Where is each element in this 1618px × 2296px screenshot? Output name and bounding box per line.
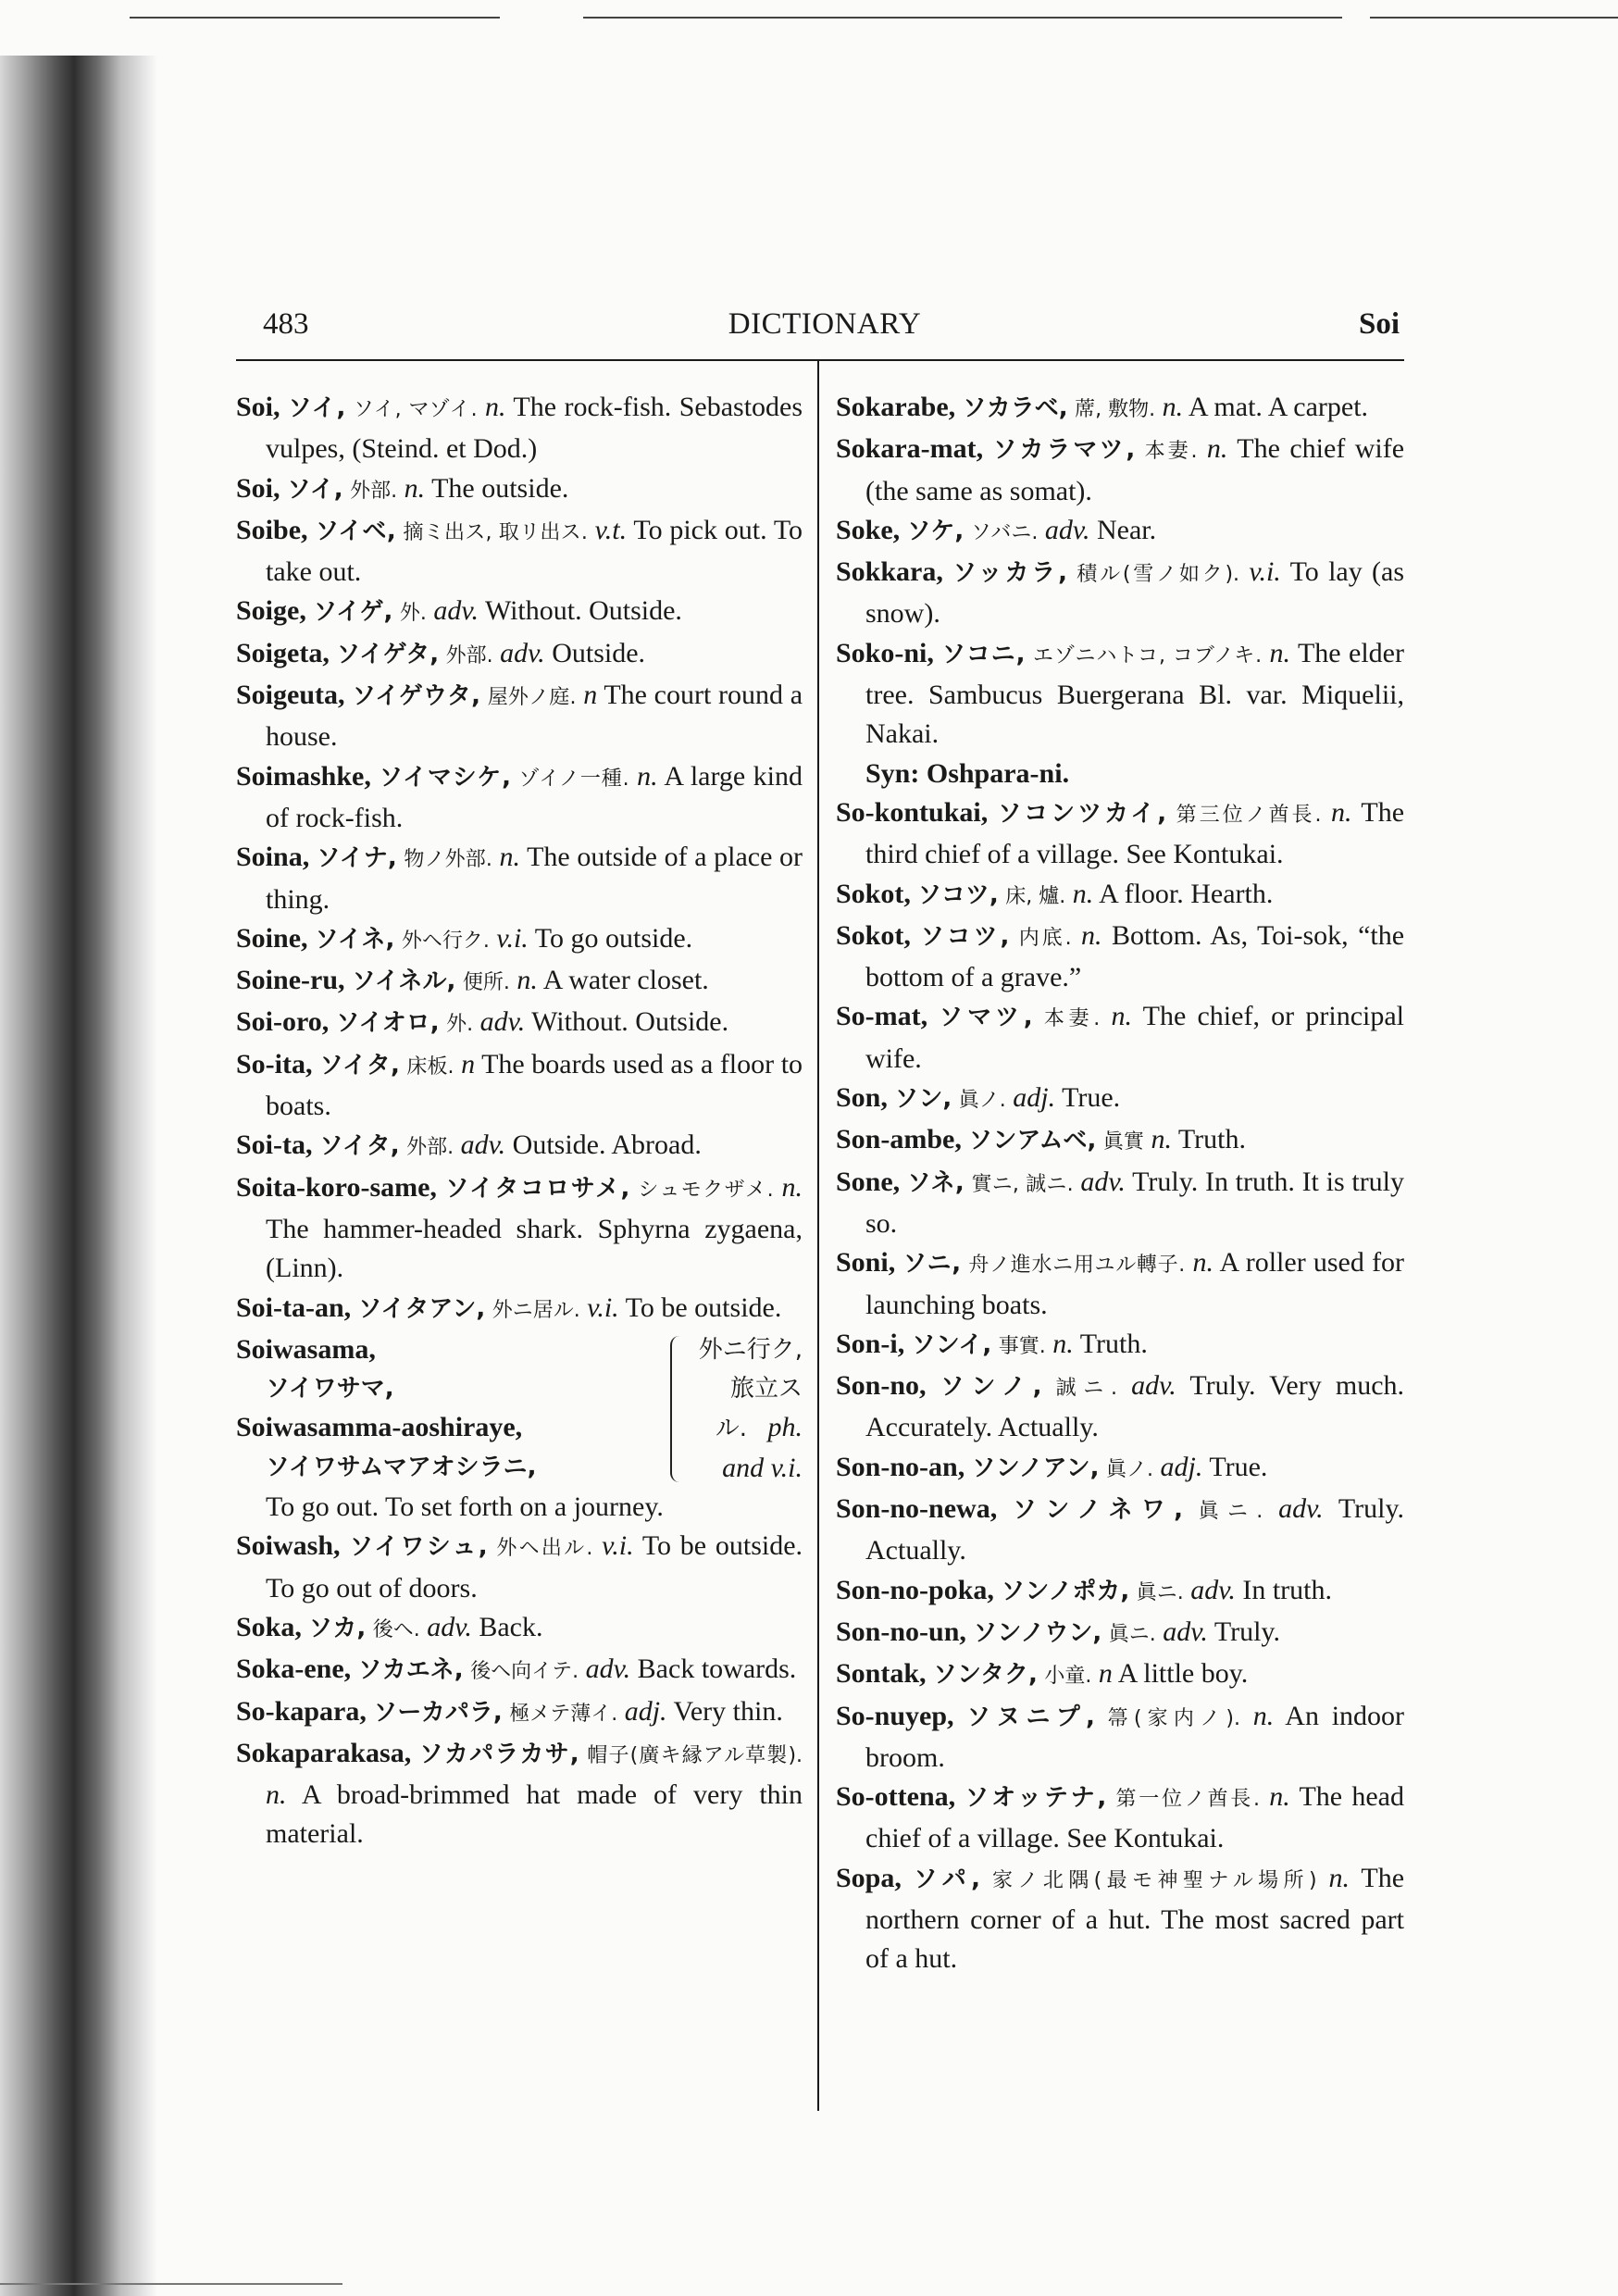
entry-part-of-speech: n.	[1151, 1124, 1172, 1155]
entry-katakana: ソネ,	[906, 1168, 965, 1197]
compound-definition: To go out. To set forth on a journey.	[266, 1491, 664, 1523]
dictionary-entry	[236, 1126, 803, 1167]
entry-part-of-speech: adv.	[433, 595, 479, 627]
entry-japanese-gloss: ソイ, マゾイ.	[353, 398, 478, 421]
entry-katakana: ソンイ,	[911, 1330, 992, 1359]
entry-definition: Outside. Abroad.	[512, 1129, 702, 1161]
entry-headword: Soi-ta-an,	[236, 1292, 352, 1323]
dictionary-entry	[836, 1859, 1404, 1979]
entry-definition: The chief wife (the same as somat).	[865, 433, 1405, 506]
scan-top-rule-2	[583, 17, 1342, 19]
dictionary-entry	[836, 1448, 1404, 1490]
entry-katakana: ソカラマツ,	[992, 436, 1136, 465]
dictionary-entry	[236, 388, 803, 469]
entry-headword: Sokot,	[836, 878, 911, 909]
left-entries-a	[236, 388, 803, 1330]
dictionary-entry	[236, 961, 803, 1003]
entry-part-of-speech: adv.	[585, 1653, 631, 1685]
entry-part-of-speech: n.	[485, 392, 506, 422]
entry-definition: Truly. In truth. It is truly so.	[865, 1166, 1405, 1239]
dictionary-entry	[836, 1120, 1404, 1162]
entry-definition: The chief, or principal wife.	[865, 1001, 1404, 1074]
entry-headword: Son-ambe,	[836, 1124, 962, 1155]
entry-part-of-speech: n.	[1111, 1001, 1132, 1032]
entry-part-of-speech: n	[1098, 1658, 1113, 1690]
entry-katakana: ソイマシケ,	[379, 763, 512, 792]
entry-japanese-gloss: 眞ニ.	[1136, 1580, 1184, 1604]
entry-definition: A roller used for launching boats.	[865, 1247, 1405, 1320]
entry-definition: Without. Outside.	[484, 595, 682, 627]
dictionary-entry	[836, 553, 1404, 634]
dictionary-entry	[836, 1778, 1404, 1859]
dictionary-entry	[236, 1045, 803, 1127]
entry-headword: So-ita,	[236, 1048, 313, 1079]
entry-katakana: ソヌニプ,	[966, 1703, 1095, 1731]
entry-headword: Sokara-mat,	[836, 433, 984, 465]
entry-katakana: ソイネ,	[315, 925, 395, 954]
entry-katakana: ソカエネ,	[357, 1656, 464, 1685]
entry-headword: Soine-ru,	[236, 965, 345, 996]
entry-katakana: ソコツ,	[917, 880, 999, 909]
entry-katakana: ソカパラカサ,	[418, 1740, 579, 1768]
entry-part-of-speech: v.i.	[587, 1292, 619, 1323]
entry-japanese-gloss: 小童.	[1044, 1665, 1092, 1689]
dictionary-entry	[236, 634, 803, 676]
entry-japanese-gloss: 實ニ, 誠ニ.	[971, 1172, 1074, 1196]
dictionary-entry	[836, 1366, 1404, 1448]
entry-japanese-gloss: 屋外ノ庭.	[487, 686, 577, 710]
entry-definition: Truly. Very much. Accurately. Actually.	[865, 1370, 1405, 1443]
entry-definition: To be outside.	[625, 1292, 782, 1323]
entry-japanese-gloss: 外ニ居ル.	[492, 1298, 580, 1322]
scan-top-rule-1	[130, 17, 500, 19]
entry-japanese-gloss: 外.	[399, 602, 427, 626]
entry-japanese-gloss: 外部.	[350, 479, 398, 503]
dictionary-entry	[236, 1168, 803, 1289]
entry-headword: Soi-ta,	[236, 1129, 313, 1161]
compound-gloss-3: ル.	[715, 1415, 747, 1443]
entry-definition: Outside.	[552, 637, 646, 668]
compound-pos-1	[683, 1408, 803, 1448]
entry-definition: The elder tree. Sambucus Buergerana Bl. var. Miquelii, Nakai.	[865, 637, 1404, 750]
entry-headword: So-nuyep,	[836, 1700, 954, 1731]
entry-part-of-speech: v.t.	[594, 514, 628, 545]
entry-japanese-gloss: 第一位ノ酋長.	[1115, 1788, 1260, 1812]
entry-definition: A water closet.	[542, 965, 709, 996]
dictionary-entry	[236, 676, 803, 757]
entry-part-of-speech: n.	[637, 760, 658, 792]
entry-katakana: ソコツ,	[920, 922, 1010, 951]
dictionary-entry	[236, 1608, 803, 1650]
entry-headword: Son-no-newa,	[836, 1493, 998, 1525]
entry-headword: Soimashke,	[236, 760, 371, 792]
entry-japanese-gloss: 外部.	[445, 643, 493, 668]
entry-katakana: ソカ,	[308, 1614, 367, 1642]
entry-japanese-gloss: 物ノ外部.	[404, 848, 492, 872]
page-header	[250, 298, 1400, 344]
entry-definition: The third chief of a village. See Kontukai.	[865, 796, 1405, 870]
entry-headword: Soi,	[236, 472, 280, 504]
entry-headword: So-kapara,	[236, 1695, 367, 1727]
entry-definition: The hammer-headed shark. Sphyrna zygaena, (Linn).	[266, 1213, 803, 1284]
dictionary-entry	[236, 511, 803, 593]
entry-japanese-gloss: 第三位ノ酋長.	[1176, 803, 1322, 827]
entry-katakana: ソイタ,	[319, 1132, 400, 1161]
entry-katakana: ソンタク,	[933, 1661, 1038, 1690]
entry-japanese-gloss: 蓆, 敷物.	[1075, 398, 1156, 421]
entry-part-of-speech: adj.	[1013, 1082, 1056, 1114]
dictionary-entry	[836, 1654, 1404, 1696]
entry-katakana: ソイナ,	[316, 844, 397, 873]
dictionary-entry	[236, 1650, 803, 1691]
entry-katakana: ソニ,	[902, 1250, 962, 1279]
entry-definition: True.	[1062, 1082, 1121, 1114]
compound-entry	[236, 1330, 803, 1488]
entry-katakana: ソイゲタ,	[336, 640, 440, 668]
entry-japanese-gloss: 眞實	[1102, 1130, 1144, 1154]
dictionary-entry	[836, 1490, 1404, 1571]
entry-part-of-speech: n.	[266, 1779, 287, 1811]
entry-katakana: ソイネル,	[352, 967, 456, 996]
entry-katakana: ソンノアン,	[971, 1454, 1100, 1482]
entry-katakana: ソンノ,	[940, 1373, 1042, 1402]
entry-japanese-gloss: 外ヘ行ク.	[401, 929, 490, 953]
dictionary-entry	[836, 1697, 1404, 1778]
page-number: 483	[263, 307, 309, 341]
entry-definition: The boards used as a floor to boats.	[266, 1048, 803, 1122]
entry-japanese-gloss: 眞ニ.	[1108, 1622, 1156, 1646]
entry-synonym: Syn: Oshpara-ni.	[865, 757, 1070, 789]
entry-headword: Soigeta,	[236, 637, 330, 668]
entry-part-of-speech: n.	[1162, 392, 1184, 422]
entry-headword: Son,	[836, 1082, 888, 1114]
entry-headword: So-ottena,	[836, 1781, 956, 1813]
dictionary-entry	[836, 1571, 1404, 1613]
left-column	[236, 388, 803, 1854]
entry-part-of-speech: n.	[1192, 1247, 1214, 1279]
entry-part-of-speech: n.	[517, 965, 538, 996]
entry-katakana: ソイタアン,	[357, 1294, 486, 1323]
entry-headword: Soko-ni,	[836, 637, 934, 668]
entry-definition: The head chief of a village. See Kontukai.	[865, 1781, 1404, 1854]
dictionary-entry	[236, 1527, 803, 1608]
entry-definition: The outside of a place or thing.	[266, 842, 803, 915]
entry-headword: Soine,	[236, 922, 308, 954]
entry-part-of-speech: n.	[1269, 1781, 1290, 1813]
scan-top-rule-3	[1370, 17, 1618, 19]
entry-katakana: ソケ,	[906, 517, 965, 545]
entry-japanese-gloss: 後ヘ向イテ.	[470, 1660, 579, 1684]
entry-definition: In truth.	[1242, 1574, 1332, 1605]
entry-definition: To be outside. To go out of doors.	[266, 1530, 803, 1603]
entry-definition: To pick out. To take out.	[266, 514, 803, 588]
entry-part-of-speech: adv.	[1163, 1616, 1208, 1647]
entry-part-of-speech: n.	[1252, 1700, 1275, 1731]
entry-japanese-gloss: 眞ニ.	[1198, 1500, 1263, 1524]
entry-definition: Back towards.	[637, 1653, 797, 1685]
compound-gloss-1: 外ニ行ク,	[698, 1335, 803, 1364]
compound-gloss-2: 旅立ス	[729, 1375, 803, 1404]
entry-japanese-gloss: 便所.	[462, 971, 510, 995]
entry-headword: Sone,	[836, 1166, 901, 1197]
compound-headword-1: Soiwasama,	[236, 1333, 376, 1365]
entry-japanese-gloss: 後ヘ.	[372, 1617, 420, 1641]
entry-katakana: ソンノネワ,	[1012, 1496, 1184, 1525]
entry-japanese-gloss: 眞ノ.	[958, 1089, 1006, 1113]
entry-headword: Soi-oro,	[236, 1006, 330, 1038]
entry-katakana: ソン,	[894, 1085, 952, 1114]
entry-japanese-gloss: 舟ノ進水ニ用ユル轉子.	[968, 1254, 1186, 1278]
compound-pos-ph: ph.	[767, 1412, 803, 1443]
entry-part-of-speech: n	[461, 1048, 476, 1079]
entry-japanese-gloss: 外ヘ出ル.	[496, 1537, 593, 1561]
entry-katakana: ソイワシュ,	[349, 1533, 488, 1562]
compound-glosses	[683, 1330, 803, 1488]
binding-gutter-shadow	[0, 56, 157, 2296]
entry-headword: Son-no-poka,	[836, 1574, 994, 1605]
entry-part-of-speech: v.i.	[602, 1530, 634, 1562]
entry-definition: Near.	[1096, 514, 1157, 545]
entry-katakana: ソイタコロサメ,	[444, 1174, 630, 1203]
entry-japanese-gloss: 家ノ北隅(最モ神聖ナル場所)	[991, 1868, 1317, 1892]
entry-part-of-speech: adv.	[479, 1006, 526, 1038]
entry-part-of-speech: v.i.	[1249, 556, 1281, 588]
entry-katakana: ソパ,	[913, 1865, 981, 1893]
entry-part-of-speech: n.	[404, 472, 426, 504]
dictionary-entry	[836, 1243, 1404, 1325]
entry-headword: Sokarabe,	[836, 392, 956, 422]
entry-japanese-gloss: 床板.	[406, 1054, 454, 1079]
entry-headword: Soita-koro-same,	[236, 1171, 437, 1203]
compound-headword-2: Soiwasamma-aoshiraye,	[236, 1412, 523, 1443]
entry-part-of-speech: adv.	[1131, 1370, 1176, 1402]
entry-headword: Soke,	[836, 514, 901, 545]
entry-headword: Sokkara,	[836, 556, 943, 588]
dictionary-entry	[236, 1289, 803, 1330]
compound-katakana-2: ソイワサムマアオシラニ,	[266, 1453, 537, 1481]
entry-definition: Truly.	[1214, 1616, 1280, 1647]
compound-katakana-1: ソイワサマ,	[266, 1375, 394, 1404]
right-entries	[836, 388, 1404, 1979]
entry-katakana: ソイ,	[287, 475, 343, 504]
entry-definition: Truth.	[1079, 1328, 1148, 1359]
entry-japanese-gloss: 眞ノ.	[1106, 1457, 1154, 1481]
right-column	[836, 388, 1404, 1979]
entry-headword: Soka-ene,	[236, 1653, 352, 1685]
entry-part-of-speech: adv.	[1190, 1574, 1236, 1605]
entry-part-of-speech: adv.	[460, 1129, 506, 1161]
entry-part-of-speech: n.	[1206, 433, 1228, 465]
dictionary-entry	[236, 919, 803, 961]
entry-headword: Sokaparakasa,	[236, 1737, 412, 1768]
entry-japanese-gloss: 積ル(雪ノ如ク).	[1077, 563, 1240, 587]
brace-icon	[663, 1330, 683, 1488]
entry-definition: A broad-brimmed hat made of very thin material.	[266, 1779, 803, 1850]
entry-headword: So-kontukai,	[836, 796, 989, 828]
entry-part-of-speech: n.	[499, 842, 520, 873]
entry-japanese-gloss: 誠ニ.	[1055, 1377, 1117, 1401]
entry-definition: To lay (as snow).	[865, 556, 1405, 630]
entry-part-of-speech: n.	[1269, 637, 1291, 668]
entry-definition: The outside.	[431, 472, 569, 504]
entry-katakana: ソンアムベ,	[968, 1127, 1097, 1155]
entry-headword: Sontak,	[836, 1658, 927, 1690]
left-entries-b	[236, 1527, 803, 1853]
entry-japanese-gloss: 本妻.	[1144, 440, 1198, 464]
dictionary-entry	[236, 1003, 803, 1044]
entry-part-of-speech: adj.	[1160, 1451, 1203, 1482]
entry-definition: To go outside.	[534, 922, 693, 954]
entry-definition: The rock-fish. Sebastodes vulpes, (Steind. et Dod.)	[266, 392, 803, 465]
entry-headword: Sopa,	[836, 1862, 902, 1893]
entry-japanese-gloss: 帽子(廣キ縁アル草製).	[587, 1743, 803, 1767]
entry-japanese-gloss: ソバニ.	[970, 520, 1039, 544]
entry-headword: Soibe,	[236, 514, 308, 545]
entry-definition: The court round a house.	[266, 680, 803, 753]
dictionary-entry	[836, 430, 1404, 511]
entry-katakana: ソマツ,	[939, 1004, 1033, 1032]
entry-katakana: ソイ,	[287, 394, 346, 422]
entry-japanese-gloss: 外部.	[406, 1136, 454, 1160]
entry-definition: Without. Outside.	[531, 1006, 729, 1038]
dictionary-entry	[236, 469, 803, 511]
entry-part-of-speech: adv.	[500, 637, 545, 668]
dictionary-entry	[836, 917, 1404, 998]
entry-headword: Son-no,	[836, 1370, 927, 1402]
entry-part-of-speech: adj.	[624, 1695, 667, 1727]
entry-definition: A floor. Hearth.	[1099, 878, 1274, 909]
entry-part-of-speech: adv.	[427, 1611, 472, 1642]
entry-headword: Son-no-un,	[836, 1616, 966, 1647]
entry-japanese-gloss: 外.	[446, 1013, 474, 1037]
entry-definition: Back.	[479, 1611, 543, 1642]
entry-headword: Soige,	[236, 595, 306, 627]
entry-part-of-speech: n.	[781, 1171, 803, 1203]
header-rule	[236, 359, 1404, 361]
scan-bottom-rule	[0, 2283, 342, 2285]
entry-katakana: ソンノウン,	[973, 1618, 1102, 1647]
entry-katakana: ソコニ,	[941, 640, 1026, 668]
entry-katakana: ソイオロ,	[335, 1009, 440, 1038]
entry-definition: Bottom. As, Toi-sok, “the bottom of a grave.”	[865, 919, 1405, 993]
entry-headword: Soigeuta,	[236, 680, 345, 711]
entry-katakana: ソイベ,	[315, 517, 396, 545]
entry-japanese-gloss: 箒(家内ノ).	[1107, 1706, 1240, 1730]
entry-japanese-gloss: シュモクザメ.	[638, 1178, 774, 1202]
dictionary-entry	[236, 1692, 803, 1734]
entry-part-of-speech: adv.	[1044, 514, 1090, 545]
entry-headword: So-mat,	[836, 1001, 928, 1032]
entry-katakana: ソーカパラ,	[373, 1698, 503, 1727]
dictionary-entry	[236, 757, 803, 839]
dictionary-entry	[836, 997, 1404, 1079]
entry-definition: True.	[1209, 1451, 1268, 1482]
entry-katakana: ソンノポカ,	[1001, 1577, 1130, 1605]
entry-headword: Soina,	[236, 842, 310, 873]
entry-katakana: ソオッテナ,	[965, 1784, 1107, 1813]
entry-definition: Truth.	[1177, 1124, 1247, 1155]
entry-katakana: ソコンツカイ,	[997, 799, 1167, 828]
entry-katakana: ソイゲ,	[313, 598, 393, 627]
dictionary-entry	[836, 1613, 1404, 1654]
dictionary-entry	[236, 838, 803, 919]
dictionary-entry	[836, 875, 1404, 917]
entry-part-of-speech: adv.	[1278, 1493, 1324, 1525]
dictionary-entry	[836, 1079, 1404, 1120]
column-divider	[817, 361, 819, 2111]
entry-part-of-speech: n.	[1052, 1328, 1074, 1359]
entry-definition: Very thin.	[673, 1695, 783, 1727]
entry-headword: Son-no-an,	[836, 1451, 965, 1482]
dictionary-entry	[236, 1734, 803, 1854]
entry-japanese-gloss: 本妻.	[1043, 1007, 1101, 1031]
entry-headword: Soiwash,	[236, 1530, 341, 1562]
entry-japanese-gloss: エゾニハトコ, コブノキ.	[1033, 643, 1263, 668]
entry-katakana: ソッカラ,	[952, 559, 1067, 588]
dictionary-entry	[836, 511, 1404, 553]
entry-headword: Soi,	[236, 392, 280, 422]
entry-japanese-gloss: 内底.	[1018, 926, 1072, 950]
entry-definition: Truly. Actually.	[865, 1493, 1405, 1566]
entry-part-of-speech: n	[583, 680, 598, 711]
entry-headword: Soka,	[236, 1611, 302, 1642]
entry-part-of-speech: n.	[1330, 796, 1352, 828]
entry-headword: Sokot,	[836, 919, 911, 951]
entry-katakana: ソイタ,	[319, 1051, 400, 1079]
dictionary-entry	[836, 793, 1404, 875]
entry-definition: An indoor broom.	[865, 1700, 1405, 1773]
entry-definition: A large kind of rock-fish.	[266, 760, 803, 833]
dictionary-entry	[836, 388, 1404, 430]
entry-part-of-speech: v.i.	[496, 922, 529, 954]
entry-japanese-gloss: 極メテ薄イ.	[509, 1702, 618, 1726]
entry-japanese-gloss: 事實.	[998, 1334, 1046, 1358]
entry-katakana: ソカラベ,	[962, 394, 1068, 422]
entry-headword: Soni,	[836, 1247, 896, 1279]
entry-japanese-gloss: 床, 爐.	[1005, 884, 1066, 908]
page-title: DICTIONARY	[728, 307, 922, 341]
dictionary-entry	[836, 634, 1404, 793]
entry-japanese-gloss: ゾイノ一種.	[518, 767, 629, 791]
dictionary-entry	[836, 1163, 1404, 1244]
entry-japanese-gloss: 摘ミ出ス, 取リ出ス.	[403, 520, 588, 544]
entry-definition: A mat. A carpet.	[1188, 392, 1369, 422]
dictionary-entry	[836, 1325, 1404, 1366]
entry-part-of-speech: n.	[1081, 919, 1102, 951]
compound-pos-2: and v.i.	[722, 1452, 803, 1483]
guide-word: Soi	[1358, 307, 1400, 341]
compound-headwords	[236, 1330, 657, 1488]
entry-part-of-speech: adv.	[1080, 1166, 1126, 1197]
entry-part-of-speech: n.	[1072, 878, 1094, 909]
entry-part-of-speech: n.	[1328, 1862, 1350, 1893]
entry-katakana: ソイゲウタ,	[352, 682, 480, 711]
entry-definition: The northern corner of a hut. The most sacred part of a hut.	[865, 1862, 1405, 1975]
dictionary-entry	[236, 592, 803, 633]
entry-definition: A little boy.	[1117, 1658, 1249, 1690]
entry-headword: Son-i,	[836, 1328, 905, 1359]
